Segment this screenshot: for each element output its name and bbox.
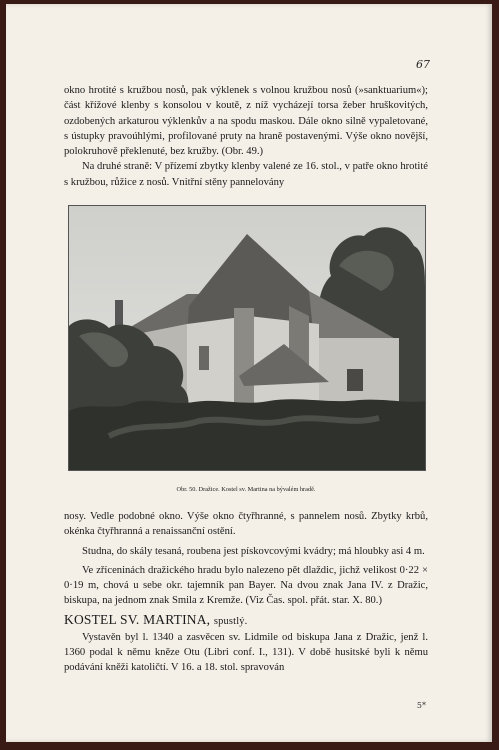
- section-heading-suffix: spustlý.: [213, 615, 248, 627]
- paragraph: okno hrotité s kružbou nosů, pak výklenek s volnou kružbou nosů (»sanktuarium«); část křížové klenby s konsolou v koutě, z níž vycházejí torsa žeber hruškovitých, ozdobených arkaturou výklenkův a na spodu maskou. Dále okno silně vypaletované, s ústupky pravoúhlými, profilované pruty na hraně postavenými. Výše okno novější, polokruhově překlenuté, bez kružby. (Obr. 49.): [64, 85, 428, 158]
- section-heading-title: KOSTEL SV. MARTINA,: [64, 611, 211, 627]
- book-page: [6, 4, 492, 742]
- paragraph: Na druhé straně: V přízemí zbytky klenby valené ze 16. stol., v patře okno hrotité s kružbou, růžice z nosů. Vnitřní stěny pannelovány: [64, 161, 428, 188]
- page-number: 67: [416, 58, 430, 71]
- paragraph: Vystavěn byl l. 1340 a zasvěcen sv. Lidmile od biskupa Jana z Dražic, jenž l. 1360 podal k němu kněze Otu (Libri conf. I., 131). V době husitské byli k němu podávání kněži katoličtí. V 16. a 18. stol. spravován: [64, 631, 428, 674]
- church-photograph: [68, 205, 426, 471]
- paragraph: Ve zříceninách dražického hradu bylo nalezeno pět dlaždic, jichž velikost 0·22 × 0·19 m, chová u sebe okr. tajemník pan Bayer. Na dvou znak Jana IV. z Dražic, biskupa, na jednom znak Smila z Kremže. (Viz Čas. spol. přát. star. X. 80.): [64, 564, 428, 607]
- paragraph: nosy. Vedle podobné okno. Výše okno čtyřhranné, s pannelem nosů. Zbytky krbů, okénka čtyřhranná a renaissanční ostění.: [64, 511, 428, 538]
- church-photo-drawing: [69, 206, 425, 470]
- signature-mark: 5*: [416, 701, 426, 710]
- figure-caption: Obr. 50. Dražice. Kostel sv. Martina na bývalém hradě.: [176, 486, 316, 493]
- bottom-text-block: [64, 509, 428, 676]
- top-text-block: [64, 83, 428, 190]
- paragraph: Studna, do skály tesaná, roubena jest pískovcovými kvádry; má hloubky asi 4 m.: [82, 545, 425, 557]
- section-heading: [64, 611, 428, 630]
